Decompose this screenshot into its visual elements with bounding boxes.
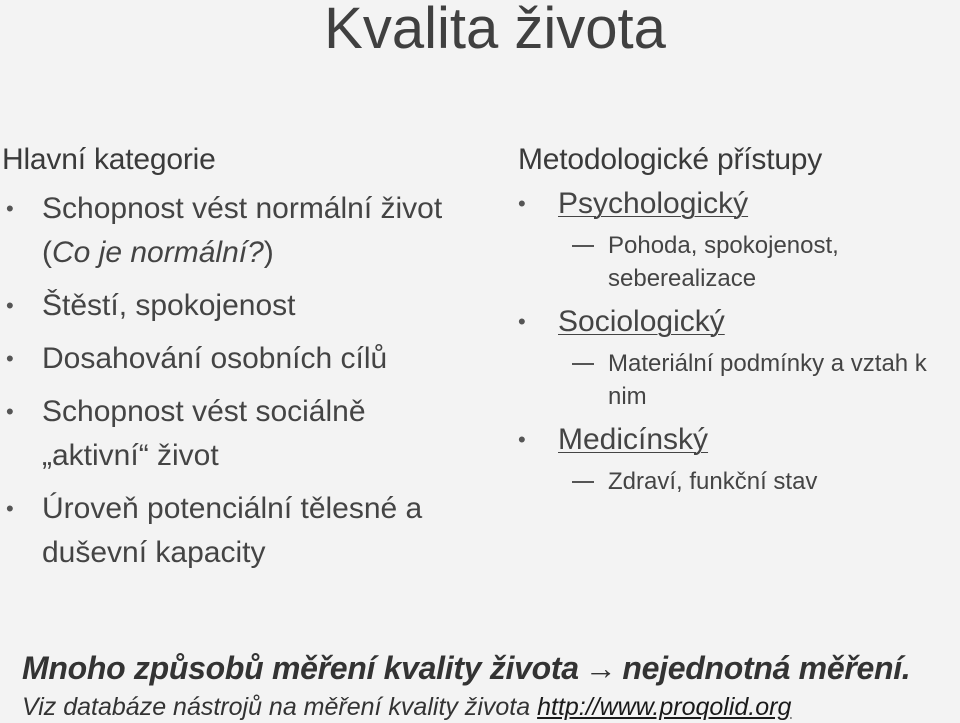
left-column: [2, 143, 472, 584]
dash-icon: [572, 245, 594, 247]
list-item: • Úroveň potenciální tělesné a duševní kapacity: [2, 487, 472, 575]
bullet-icon: •: [6, 399, 14, 424]
approach-medical-detail: Zdraví, funkční stav: [518, 465, 958, 498]
footer-reference: Viz databáze nástrojů na měření kvality života http://www.proqolid.org: [22, 693, 792, 721]
footer-summary: Mnoho způsobů měření kvality života → nejednotná měření.: [22, 650, 911, 686]
right-column: [518, 143, 958, 504]
right-bullet-list: [518, 183, 958, 498]
slide-title: Kvalita života: [324, 0, 666, 61]
list-item: [518, 301, 958, 413]
bullet-icon: •: [6, 293, 14, 318]
list-item: • Schopnost vést normální život (Co je normální?): [2, 187, 472, 275]
bullet-icon: •: [518, 309, 526, 334]
list-item: • Dosahování osobních cílů: [2, 337, 472, 381]
bullet-icon: •: [518, 191, 526, 216]
left-bullet-list: [2, 187, 472, 575]
dash-icon: [572, 363, 594, 365]
approach-medical: • Medicínský: [518, 419, 958, 461]
bullet-icon: •: [518, 427, 526, 452]
proqolid-link[interactable]: http://www.proqolid.org: [537, 693, 792, 721]
bullet-icon: •: [6, 496, 14, 521]
list-item: • Schopnost vést sociálně „aktivní“ život: [2, 390, 472, 478]
list-item: [518, 183, 958, 295]
right-heading: Metodologické přístupy: [518, 143, 823, 176]
bullet-icon: •: [6, 346, 14, 371]
list-item: [518, 419, 958, 498]
dash-icon: [572, 481, 594, 483]
list-item: • Štěstí, spokojenost: [2, 284, 472, 328]
approach-sociological-detail: Materiální podmínky a vztah k nim: [518, 347, 958, 413]
arrow-right-icon: →: [584, 650, 617, 686]
bullet-icon: •: [6, 196, 14, 221]
approach-psychological-detail: Pohoda, spokojenost, seberealizace: [518, 229, 958, 295]
left-heading: Hlavní kategorie: [2, 143, 216, 176]
approach-sociological: • Sociologický: [518, 301, 958, 343]
approach-psychological: • Psychologický: [518, 183, 958, 225]
